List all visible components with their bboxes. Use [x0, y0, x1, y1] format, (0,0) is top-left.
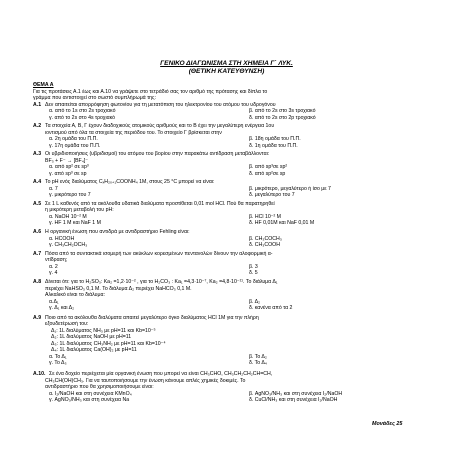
option-c: γ. από το 2s στο 4s τροχιακό [49, 114, 116, 121]
option-a: α. HCOOH [49, 235, 75, 242]
option-a: α. από sp² σε sp³ [49, 164, 89, 170]
option-d: δ. κανένα από τα 2 [249, 305, 293, 311]
question-number: Α.9 [33, 314, 42, 321]
question-number: Α.4 [33, 179, 42, 185]
question-text: Σε ένα δοχείο περιέχεται μία οργανική ένωση που μπορεί να είναι CH₃CHO, CH₃CH₂CH₂CH=CH, [49, 371, 273, 377]
question-a1 [33, 102, 428, 122]
solution-d1: Δ₁: 1L διαλύματος NH₃ με pH=11 και Kb=10⁻⁵ [51, 327, 156, 334]
option-c: γ. HF 1 M και NaF 1 M [49, 220, 101, 226]
exam-subtitle: (ΘΕΤΙΚΗ ΚΑΤΕΥΘΥΝΣΗ) [188, 67, 265, 75]
theme-intro-line-2: γράμμα που αντιστοιχεί στο σωστό συμπλήρωμά της: [33, 95, 156, 101]
question-number: Α.1 [33, 101, 42, 108]
option-b: β. Το Δ₂ [249, 353, 267, 360]
option-b: β. μικρότερο, μεγαλύτερο ή ίσο με 7 [249, 185, 331, 192]
question-a7 [33, 251, 428, 277]
question-text-cont: ιοντισμού από όλα τα στοιχεία της περιόδου του. Το στοιχείο Γ βρίσκεται στην [45, 129, 222, 136]
question-text: Δίνεται ότι: για το H₂SO₃: Ka₂ =1,2·10⁻² , για το H₂CO₃ : Ka₁ =4,3·10⁻⁷, Ka₂ =4,8·10⁻¹¹. Το διάλυμα Δ₁ [45, 279, 278, 285]
option-d: δ. από sp²σε sp [249, 170, 286, 177]
question-number: Α.10. [33, 371, 46, 377]
question-a8 [33, 279, 428, 312]
option-a: α. 2 [49, 263, 58, 270]
question-number: Α.6 [33, 229, 42, 235]
option-b: β. 3 [249, 263, 258, 270]
option-c: γ. 17η ομάδα του Π.Π. [49, 142, 101, 149]
option-a: α. από το 1s στο 2s τροχιακό [49, 108, 116, 114]
question-a3 [33, 151, 428, 177]
question-number: Α.7 [33, 250, 42, 257]
question-a10 [33, 371, 428, 404]
question-text-cont: CH₃CH(OH)CH₃. Για να ταυτοποιήσουμε την ένωση κάνουμε απλές χημικές δοκιμές. Το [45, 377, 246, 384]
question-a5 [33, 201, 428, 227]
question-number: Α.5 [33, 200, 42, 207]
option-d: δ. CuCl/NH₃ και στη συνέχεια I₂/NaOH [249, 397, 338, 403]
question-a6 [33, 229, 428, 249]
option-c: γ. 4 [49, 270, 58, 276]
question-text: Ποιο από τα ακόλουθα διαλύματα απαιτεί μεγαλύτερο όγκο διαλύματος HCl 1M για την πλήρη [45, 314, 259, 321]
question-number: Α.8 [33, 279, 42, 285]
option-b: β. HCl 10⁻² M [249, 213, 281, 220]
question-a2 [33, 123, 428, 149]
option-c: γ. από sp³ σε sp [49, 170, 87, 177]
option-d: δ. μεγαλύτερο του 7 [249, 192, 295, 198]
option-a: α. NaOH 10⁻² M [49, 213, 87, 220]
question-text-cont: η μικρότερη μεταβολή του pH: [45, 207, 114, 213]
theme-title: ΘΕΜΑ Α [33, 82, 54, 88]
score-label: Μονάδες 25 [372, 421, 403, 427]
option-b: β. CH₃COCH₃ [249, 235, 282, 242]
option-a: α. 7 [49, 185, 58, 192]
option-b: β. από το 2s στο 3s τροχιακό [249, 108, 316, 114]
option-c: γ. Το Δ₃ [49, 360, 67, 366]
option-c: γ. AgNO₃/NH₃ και στη συνέχεια Na [49, 397, 130, 403]
question-text: Το pH ενός διαλύματος CₓH₂ₓ₊₁COONH₄ 1M, στους 25 °C μπορεί να είναι: [45, 179, 215, 185]
exam-title: ΓΕΝΙΚΟ ΔΙΑΓΩΝΙΣΜΑ ΣΤΗ ΧΗΜΕΙΑ Γ΄ ΛΥΚ. [160, 60, 293, 67]
theme-a-section [33, 82, 428, 102]
question-text: Δεν απαιτείται απορρόφηση φωτονίου για τη μετατόπιση του ηλεκτρονίου του ατόμου του υδρογόνου [45, 101, 276, 108]
option-a: α. Το Δ₁ [49, 353, 67, 360]
question-text: Σε 1 L καθενός από τα ακόλουθα υδατικά διαλύματα προστίθεται 0,01 mol HCl. Πού θα παρατηρηθεί [45, 200, 275, 207]
option-c: γ. μικρότερο του 7 [49, 192, 91, 198]
option-b: β. AgNO₃/NH₃ και στη συνέχεια I₂/NaOH [249, 390, 343, 397]
option-d: δ. 5 [249, 270, 258, 276]
question-text-cont: εξουδετέρωσή του: [45, 321, 89, 327]
question-a4 [33, 179, 428, 199]
option-c: γ. CH₃CH₂OCH₃ [49, 242, 88, 248]
solution-d2: Δ₂: 1L διαλύματος NaOH με pH=11 [51, 334, 132, 340]
option-d: δ. 1η ομάδα του Π.Π. [249, 142, 298, 149]
question-text-cont: ντίδραση; [45, 257, 68, 263]
option-a: α. I₂/NaOH και στη συνέχεια KMnO₄ [49, 390, 132, 397]
reaction-equation: BF₃ + F⁻ → [BF₄]⁻ [45, 157, 88, 164]
option-b: β. από sp³σε sp² [249, 164, 288, 170]
option-b: β. Δ₂ [249, 298, 261, 305]
option-c: γ. Δ₁ και Δ₂ [49, 305, 75, 311]
question-text-cont: περιέχει NaHSO₃ 0,1 M. Το διάλυμα Δ₂ περιέχει NaHCO₃ 0,1 M. [45, 285, 192, 292]
option-a: α. 2η ομάδα του Π.Π. [49, 136, 98, 142]
question-text-cont-2: αντιδραστήριο που θα χρησιμοποιήσουμε είναι: [45, 384, 154, 390]
solution-d3: Δ₃: 1L διαλύματος CH₃NH₂ με pH=11 και Kb=10⁻⁴ [51, 340, 166, 347]
option-d: δ. HF 0,01M και NaF 0,01 M [249, 220, 315, 226]
question-text-cont-2: Αλκαλικό είναι το διάλυμα: [45, 292, 105, 298]
option-d: δ. από το 2s στο 2p τροχιακό [249, 114, 316, 121]
question-text: Πόσα από τα συντακτικά ισομερή των ακύκλων κορεσμένων πεντανολών δίνουν την αλοφορμική α- [45, 250, 273, 257]
option-a: α.Δ₁ [49, 298, 59, 305]
question-text: Τα στοιχεία Α, Β, Γ έχουν διαδοχικούς ατομικούς αριθμούς και το Β έχει την μεγαλύτερη ενέργεια 1ου [45, 123, 275, 129]
question-text: Οι υβριδιοποιήσεις (υβριδισμοί) του ατόμου του βορίου στην παρακάτω αντίδραση μεταβάλλονται: [45, 151, 270, 157]
option-b: β. 18η ομάδα του Π.Π. [249, 136, 301, 142]
question-a9 [33, 315, 428, 367]
option-d: δ. CH₃COOH [249, 242, 280, 248]
solution-d4: Δ₄: 1L διαλύματος Ca(OH)₂ με pH=11 [51, 347, 137, 353]
question-number: Α.3 [33, 151, 42, 157]
question-number: Α.2 [33, 123, 42, 129]
option-d: δ. Το Δ₄ [249, 360, 267, 366]
question-text: Η οργανική ένωση που αντιδρά με αντιδραστήριο Fehling είναι: [45, 229, 190, 235]
theme-intro-line-1: Για τις προτάσεις Α.1 έως και Α.10 να γράψετε στο τετράδιό σας τον αριθμό της πρότασης και δίπλα το [33, 88, 268, 95]
